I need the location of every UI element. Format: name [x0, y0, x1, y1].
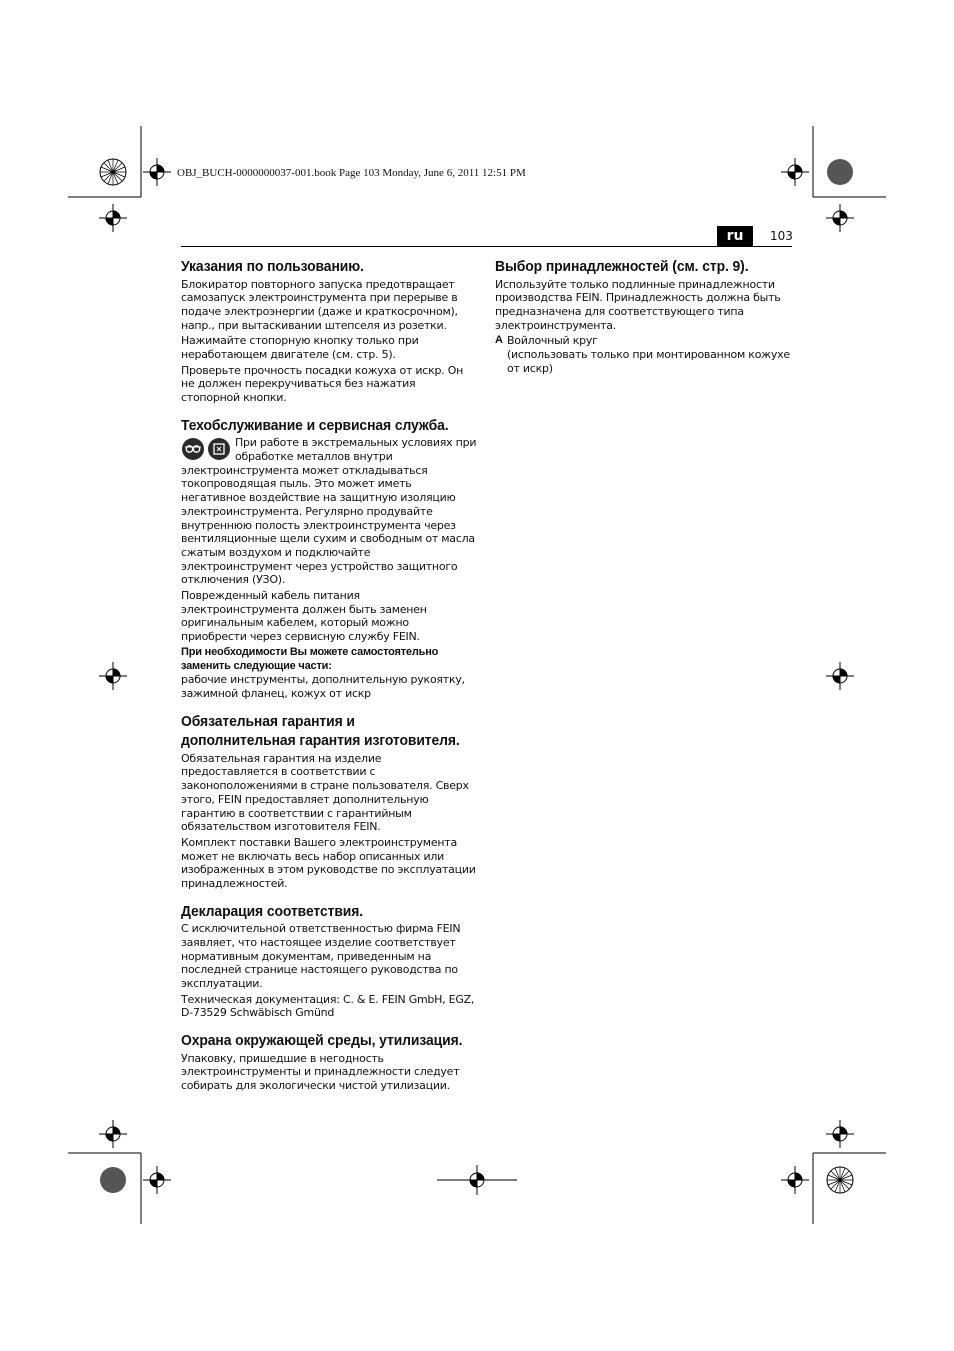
left-column — [181, 258, 477, 1093]
section-title-environment: Охрана окружающей среды, утилизация. — [181, 1033, 463, 1050]
safety-goggles-icon — [182, 438, 204, 460]
paragraph: Упаковку, пришедшие в негодность электроинструменты и принадлежности следует собирать для экологически чистой утилизации. — [181, 1051, 460, 1093]
paragraph: Проверьте прочность посадки кожуха от искр. Он не должен перекручиваться без нажатия стопорной кнопки. — [181, 363, 464, 405]
page-number: 103 — [770, 229, 793, 243]
dust-mask-icon — [208, 438, 230, 460]
accessory-item — [495, 334, 791, 375]
item-key: A — [495, 334, 503, 347]
file-header-line: OBJ_BUCH-0000000037-001.book Page 103 Monday, June 6, 2011 12:51 PM — [177, 167, 526, 179]
item-line: (использовать только при монтированном кожухе от искр) — [506, 348, 790, 375]
section-title-accessories: Выбор принадлежностей (см. стр. 9). — [495, 259, 749, 275]
paragraph: Блокиратор повторного запуска предотвращает самозапуск электроинструмента при перерыве в подаче электроэнергии (даже и краткосрочном), напр., при вытаскивании штепселя из розетки. — [181, 277, 458, 332]
paragraph: Нажимайте стопорную кнопку только при неработающем двигателе (см. стр. 5). — [181, 334, 419, 362]
section-title-declaration: Декларация соответствия. — [181, 903, 364, 920]
header-rule — [181, 246, 792, 247]
section-title-usage: Указания по пользованию. — [181, 259, 364, 275]
paragraph: Используйте только подлинные принадлежности производства FEIN. Принадлежность должна быть предназначена для соответствующего типа электроинструмента. — [495, 277, 781, 332]
bold-paragraph: При необходимости Вы можете самостоятельно заменить следующие части: — [181, 645, 439, 672]
right-column — [495, 258, 791, 375]
item-line: Войлочный круг — [506, 334, 598, 348]
paragraph: Обязательная гарантия на изделие предоставляется в соответствии с законоположениями в стране пользователя. Сверх этого, FEIN предоставляет дополнительную гарантию в соответствии с гарантийным обязательством изготовителя FEIN. — [181, 751, 469, 834]
paragraph: При работе в экстремальных условиях при обработке металлов внутри электроинструмента может откладываться токопроводящая пыль. Это может иметь негативное воздействие на защитную изоляцию электроинструмента. Регулярно продувайте внутреннюю полость электроинструмента через вентиляционные щели сухим и свободным от масла сжатым воздухом и подключайте электроинструмент через устройство защитного отключения (УЗО). — [181, 436, 477, 587]
section-title-warranty: Обязательная гарантия и дополнительная гарантия изготовителя. — [181, 713, 460, 750]
paragraph: Техническая документация: C. & E. FEIN GmbH, EGZ, D-73529 Schwäbisch Gmünd — [181, 992, 475, 1020]
section-title-maintenance: Техобслуживание и сервисная служба. — [181, 417, 449, 434]
paragraph: рабочие инструменты, дополнительную рукоятку, зажимной фланец, кожух от искр — [181, 673, 465, 700]
language-badge: ru — [717, 226, 753, 246]
paragraph: С исключительной ответственностью фирма FEIN заявляет, что настоящее изделие соответствует нормативным документам, приведенным на последней странице настоящего руководства по эксплуатации. — [181, 922, 461, 991]
safety-icons — [181, 437, 233, 463]
paragraph: Поврежденный кабель питания электроинструмента должен быть заменен оригинальным кабелем, который можно приобрести через сервисную службу FEIN. — [181, 589, 427, 644]
paragraph: Комплект поставки Вашего электроинструмента может не включать весь набор описанных или изображенных в этом руководстве по эксплуатации принадлежностей. — [181, 835, 476, 891]
